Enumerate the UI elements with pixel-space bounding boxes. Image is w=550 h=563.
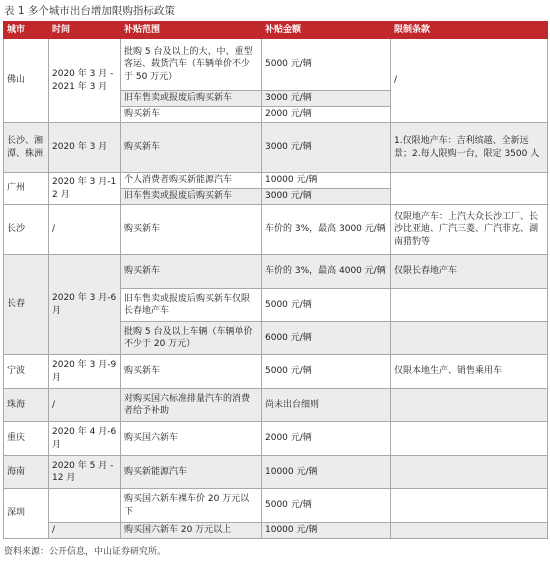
cell-time: 2020 年 3 月 [49,123,121,173]
cell-city: 长沙 [4,205,49,255]
cell-scope: 个人消费者购买新能源汽车 [121,173,262,189]
cell-amount: 2000 元/辆 [262,107,391,123]
cell-amount: 3000 元/辆 [262,189,391,205]
cell-limit [391,389,548,422]
table-row [4,173,548,189]
cell-limit [391,322,548,355]
table-row [4,489,548,523]
cell-limit: 仅限本地生产、销售乘用车 [391,355,548,389]
cell-amount: 尚未出台细则 [262,389,391,422]
cell-city: 重庆 [4,422,49,456]
header-scope: 补贴范围 [121,22,262,39]
cell-scope: 购买新车 [121,255,262,289]
source-note: 资料来源：公开信息，中山证券研究所。 [4,547,167,557]
cell-scope: 购买新车 [121,205,262,255]
cell-city: 宁波 [4,355,49,389]
table-title: 表 1 多个城市出台增加限购指标政策 [4,5,175,17]
cell-time: 2020 年 3 月 -2021 年 3 月 [49,39,121,123]
cell-scope: 旧车售卖或报废后购买新车 [121,189,262,205]
table-header-row [4,22,548,39]
cell-amount: 车价的 3%，最高 3000 元/辆 [262,205,391,255]
cell-scope: 旧车售卖或报废后购买新车 [121,91,262,107]
cell-amount: 5000 元/辆 [262,39,391,91]
cell-amount: 5000 元/辆 [262,355,391,389]
cell-amount: 10000 元/辆 [262,523,391,539]
cell-scope: 购买国六新车 [121,422,262,456]
cell-amount: 6000 元/辆 [262,322,391,355]
cell-city: 珠海 [4,389,49,422]
cell-scope: 购买新车 [121,355,262,389]
cell-city: 佛山 [4,39,49,123]
cell-time: / [49,205,121,255]
cell-amount: 5000 元/辆 [262,489,391,523]
cell-city: 广州 [4,173,49,205]
cell-limit [391,422,548,456]
cell-limit [391,289,548,322]
cell-scope: 购买国六新车 20 万元以上 [121,523,262,539]
cell-limit: 仅限长春地产车 [391,255,548,289]
cell-time: / [49,523,121,539]
table-row [4,355,548,389]
cell-scope: 批购 5 台及以上车辆（车辆单价不少于 20 万元） [121,322,262,355]
table-row [4,422,548,456]
cell-limit [391,523,548,539]
cell-scope: 购买新车 [121,107,262,123]
cell-limit: 仅限地产车：上汽大众长沙工厂、长沙比亚迪、广汽三菱、广汽菲克、湖南猎豹等 [391,205,548,255]
cell-time: / [49,389,121,422]
cell-amount: 3000 元/辆 [262,91,391,107]
table-row [4,456,548,489]
cell-amount: 车价的 3%，最高 4000 元/辆 [262,255,391,289]
header-city: 城市 [4,22,49,39]
cell-amount: 2000 元/辆 [262,422,391,456]
cell-amount: 10000 元/辆 [262,456,391,489]
cell-city: 长春 [4,255,49,355]
cell-time: 2020 年 3 月-6 月 [49,255,121,355]
cell-limit [391,173,548,205]
cell-scope: 购买新能源汽车 [121,456,262,489]
cell-time: 2020 年 3 月-9 月 [49,355,121,389]
table-row [4,205,548,255]
cell-city: 深圳 [4,489,49,539]
table-row [4,123,548,173]
cell-time: 2020 年 4 月-6 月 [49,422,121,456]
table-row [4,389,548,422]
cell-scope: 购买新车 [121,123,262,173]
table-row [4,523,548,539]
cell-amount: 5000 元/辆 [262,289,391,322]
cell-scope: 旧车售卖或报废后购买新车仅限长春地产车 [121,289,262,322]
cell-scope: 批购 5 台及以上的大、中、重型客运、载货汽车（车辆单价不少于 50 万元） [121,39,262,91]
cell-city: 长沙、湘潭、株洲 [4,123,49,173]
cell-city: 海南 [4,456,49,489]
cell-limit [391,456,548,489]
cell-time: 2020 年 3 月-12 月 [49,173,121,205]
cell-scope: 购买国六新车裸车价 20 万元以下 [121,489,262,523]
table-row [4,39,548,91]
cell-limit: / [391,39,548,123]
policy-table [3,21,548,539]
cell-time: 2020 年 5 月 -12 月 [49,456,121,489]
cell-scope: 对购买国六标准排量汽车的消费者给予补助 [121,389,262,422]
cell-amount: 3000 元/辆 [262,123,391,173]
cell-amount: 10000 元/辆 [262,173,391,189]
cell-limit: 1.仅限地产车：吉利缤越、全新远景；2.每人限购一台，限定 3500 人 [391,123,548,173]
table-row [4,255,548,289]
cell-time [49,489,121,523]
cell-limit [391,489,548,523]
header-amount: 补贴金额 [262,22,391,39]
header-time: 时间 [49,22,121,39]
header-limit: 限制条款 [391,22,548,39]
